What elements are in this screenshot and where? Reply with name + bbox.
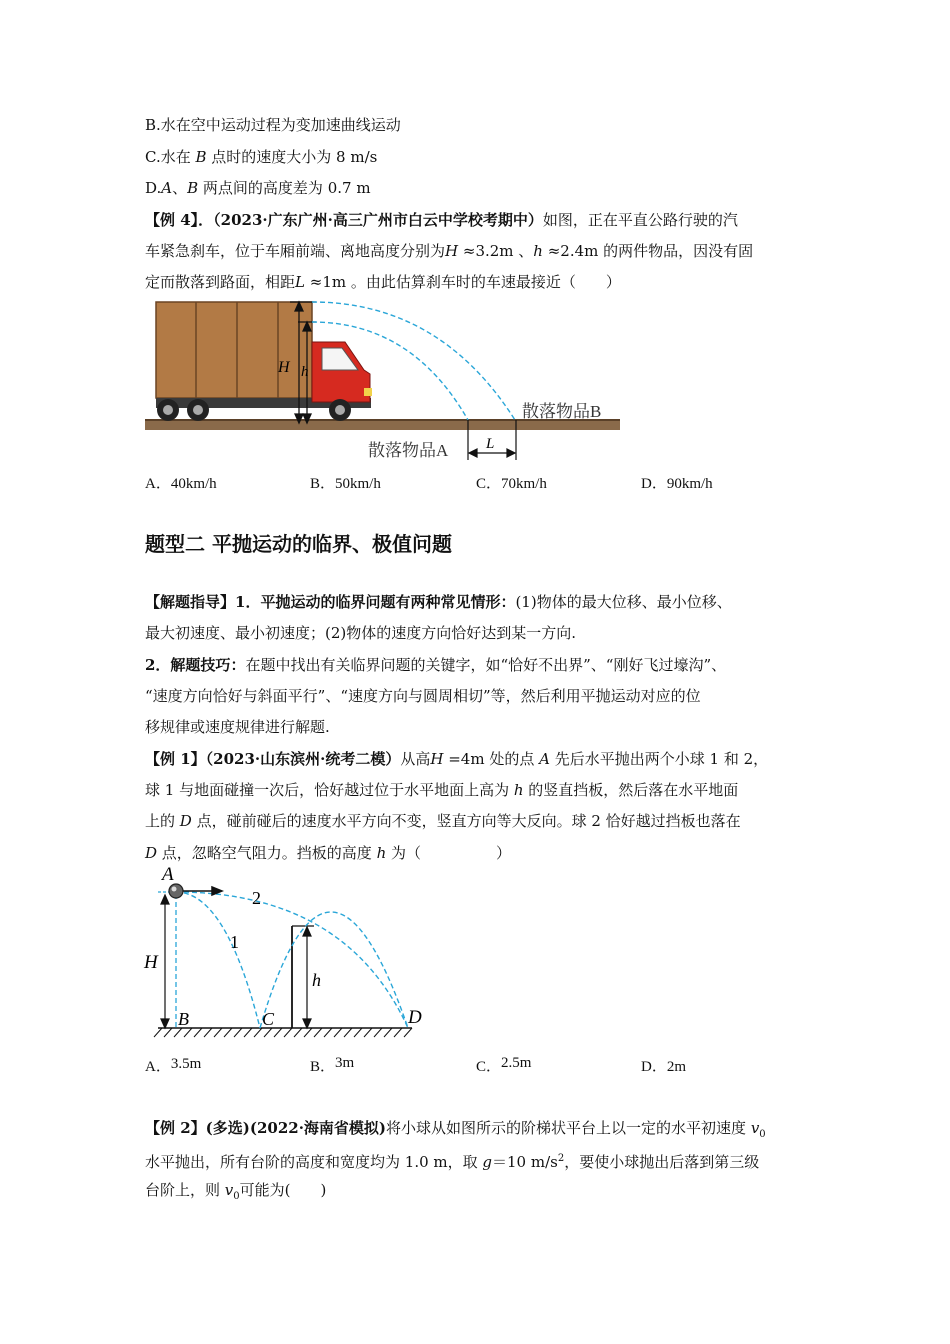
option-c-post: 点时的速度大小为 8 m/s <box>206 148 378 166</box>
example2-sub-0: 0 <box>759 1129 766 1140</box>
example1-line4-var-h: h <box>376 844 387 862</box>
example1-var-H: H <box>430 750 444 768</box>
headlight <box>364 388 372 396</box>
example4-line2 <box>145 241 753 261</box>
option-d-var-b: B <box>187 179 199 197</box>
example4-line3-post: 。由此估算刹车时的车速最接近（ ） <box>346 273 621 291</box>
example1-line2-pre: 球 1 与地面碰撞一次后，恰好越过位于水平地面上高为 <box>145 781 514 799</box>
example4-option-a: A．40km/h <box>145 476 217 492</box>
example2-var-v: v <box>750 1119 760 1137</box>
example1-line2-post: 的竖直挡板，然后落在水平地面 <box>523 781 739 799</box>
example4-approx-h: ≈2.4m <box>542 242 599 260</box>
example4-line2-post: 的两件物品，因没有固 <box>598 242 754 260</box>
example2-line1 <box>145 1118 766 1145</box>
label-item-B: 散落物品B <box>522 402 602 421</box>
example1-line3 <box>145 811 741 831</box>
option-b-line <box>145 115 401 135</box>
example4-line1-rest: 如图，正在平直公路行驶的汽 <box>542 211 738 229</box>
example4-line3 <box>145 272 621 292</box>
example4-line1 <box>145 210 738 230</box>
example1-option-d-letter: D． <box>641 1059 667 1075</box>
ball <box>169 884 183 898</box>
example2-line3-var-v: v <box>224 1181 234 1199</box>
example2-line2 <box>145 1149 759 1172</box>
example1-line1-post: 先后水平抛出两个小球 1 和 2， <box>549 750 769 768</box>
example1-line4-post: 点，忽略空气阻力。挡板的高度 <box>157 844 377 862</box>
example4-line2-pre: 车紧急刹车，位于车厢前端、离地高度分别为 <box>145 242 446 260</box>
example1-line4-var-D: D <box>145 844 158 862</box>
guide-tag: 【解题指导】1．平抛运动的临界问题有两种常见情形： <box>145 593 516 611</box>
example1-option-a-letter: A． <box>145 1059 171 1075</box>
example1-option-c-letter: C． <box>476 1059 502 1075</box>
example4-option-b: B．50km/h <box>310 476 381 492</box>
example2-line3-post: 可能为( ) <box>239 1181 327 1199</box>
option-c-var: B <box>195 148 207 166</box>
example4-option-c: C．70km/h <box>476 476 547 492</box>
option-c-pre: C.水在 <box>145 148 196 166</box>
guide-line1-rest: (1)物体的最大位移、最小位移、 <box>515 593 732 611</box>
example4-var-h: h <box>533 242 543 260</box>
option-c-line <box>145 147 377 167</box>
example4-tag: 【例 4】．（2023·广东广州·高三广州市白云中学校考期中） <box>145 211 543 229</box>
guide-tip-line1 <box>145 655 726 675</box>
example4-line3-pre: 定而散落到路面，相距 <box>145 273 296 291</box>
ball-highlight <box>172 887 177 892</box>
cargo-box <box>156 302 312 398</box>
label-B: B <box>178 1009 189 1029</box>
label-h: h <box>312 970 321 990</box>
guide-tip-tag: 2．解题技巧： <box>145 656 246 674</box>
example1-tag: 【例 1】（2023·山东滨州·统考二模） <box>145 750 401 768</box>
label-ball-2: 2 <box>252 888 261 908</box>
example1-option-d <box>641 1055 686 1076</box>
example2-line3-pre: 台阶上，则 <box>145 1181 225 1199</box>
label-L: L <box>486 436 495 452</box>
label-item-A: 散落物品A <box>368 441 449 460</box>
example2-line2-post: ，要使小球抛出后落到第三级 <box>564 1153 760 1171</box>
label-H: H <box>278 359 290 376</box>
example1-option-b-value: 3m <box>335 1055 355 1071</box>
example2-var-g: g <box>482 1153 492 1171</box>
option-d-mid: 、 <box>172 179 188 197</box>
example4-approx-L: ≈1m <box>304 273 347 291</box>
example4-var-H: H <box>445 242 459 260</box>
example1-line4-end: 为（ ） <box>386 844 512 862</box>
example4-approx-H: ≈3.2m 、 <box>458 242 534 260</box>
height-h-arrow <box>303 927 311 1028</box>
example2-sup-2: 2 <box>557 1153 565 1164</box>
guide-line1 <box>145 592 732 612</box>
label-D: D <box>408 1007 422 1028</box>
projectile-figure <box>140 862 440 1042</box>
truck-figure <box>140 296 630 466</box>
label-H: H <box>144 952 158 973</box>
example1-var-h: h <box>513 781 524 799</box>
guide-tip-line3: 移规律或速度规律进行解题. <box>145 718 330 736</box>
example1-line2 <box>145 780 738 800</box>
trajectory-ball-1-bounce <box>260 912 408 1028</box>
option-d-line <box>145 178 371 198</box>
example1-option-a-value: 3.5m <box>170 1056 202 1072</box>
example2-line3-sub: 0 <box>233 1191 240 1202</box>
guide-tip-line1-text: 在题中找出有关临界问题的关键字，如“恰好不出界”、“刚好飞过壕沟”、 <box>245 656 727 674</box>
example1-line4 <box>145 843 511 863</box>
example1-line1-eq: =4m <box>443 750 485 768</box>
guide-line2: 最大初速度、最小初速度；(2)物体的速度方向恰好达到某一方向. <box>145 624 577 642</box>
example2-line3 <box>145 1180 326 1207</box>
label-A: A <box>162 864 174 885</box>
trajectory-ball-1-first <box>176 892 260 1028</box>
option-d-post: 两点间的高度差为 0.7 m <box>198 179 371 197</box>
example1-option-c-value: 2.5m <box>501 1055 532 1071</box>
option-b-text: B.水在空中运动过程为变加速曲线运动 <box>145 116 401 134</box>
example1-line1 <box>145 749 768 769</box>
option-d-pre: D. <box>145 179 162 197</box>
example1-option-b-letter: B． <box>310 1059 336 1075</box>
example1-var-A: A <box>539 750 550 768</box>
guide-tip-line2: “速度方向恰好与斜面平行”、“速度方向与圆周相切”等，然后利用平抛运动对应的位 <box>145 687 701 705</box>
label-h: h <box>301 364 309 380</box>
example4-var-L: L <box>295 273 305 291</box>
example1-line1-mid: 处的点 <box>484 750 540 768</box>
example2-line2-pre: 水平抛出，所有台阶的高度和宽度均为 1.0 m，取 <box>145 1153 483 1171</box>
example2-tag: 【例 2】(多选)(2022·海南省模拟) <box>145 1119 387 1137</box>
example1-option-b <box>310 1055 354 1076</box>
example2-line2-eq: ＝10 m/s <box>492 1153 558 1171</box>
example1-line3-pre: 上的 <box>145 812 180 830</box>
example1-option-a <box>145 1055 201 1076</box>
road-ground <box>145 420 620 430</box>
example1-line1-pre: 从高 <box>400 750 431 768</box>
example4-option-d: D．90km/h <box>641 476 713 492</box>
label-ball-1: 1 <box>230 932 239 952</box>
example1-option-c <box>476 1055 531 1076</box>
section-heading: 题型二 平抛运动的临界、极值问题 <box>145 532 452 556</box>
ground-hatching <box>154 1028 412 1037</box>
example1-line3-post: 点，碰前碰后的速度水平方向不变，竖直方向等大反向。球 2 恰好越过挡板也落在 <box>191 812 741 830</box>
example2-line1-rest: 将小球从如图所示的阶梯状平台上以一定的水平初速度 <box>386 1119 751 1137</box>
example1-var-D: D <box>179 812 192 830</box>
height-H-arrow <box>158 892 176 1028</box>
option-d-var-a: A <box>161 179 173 197</box>
label-C: C <box>262 1009 275 1029</box>
example1-option-d-value: 2m <box>666 1059 687 1075</box>
